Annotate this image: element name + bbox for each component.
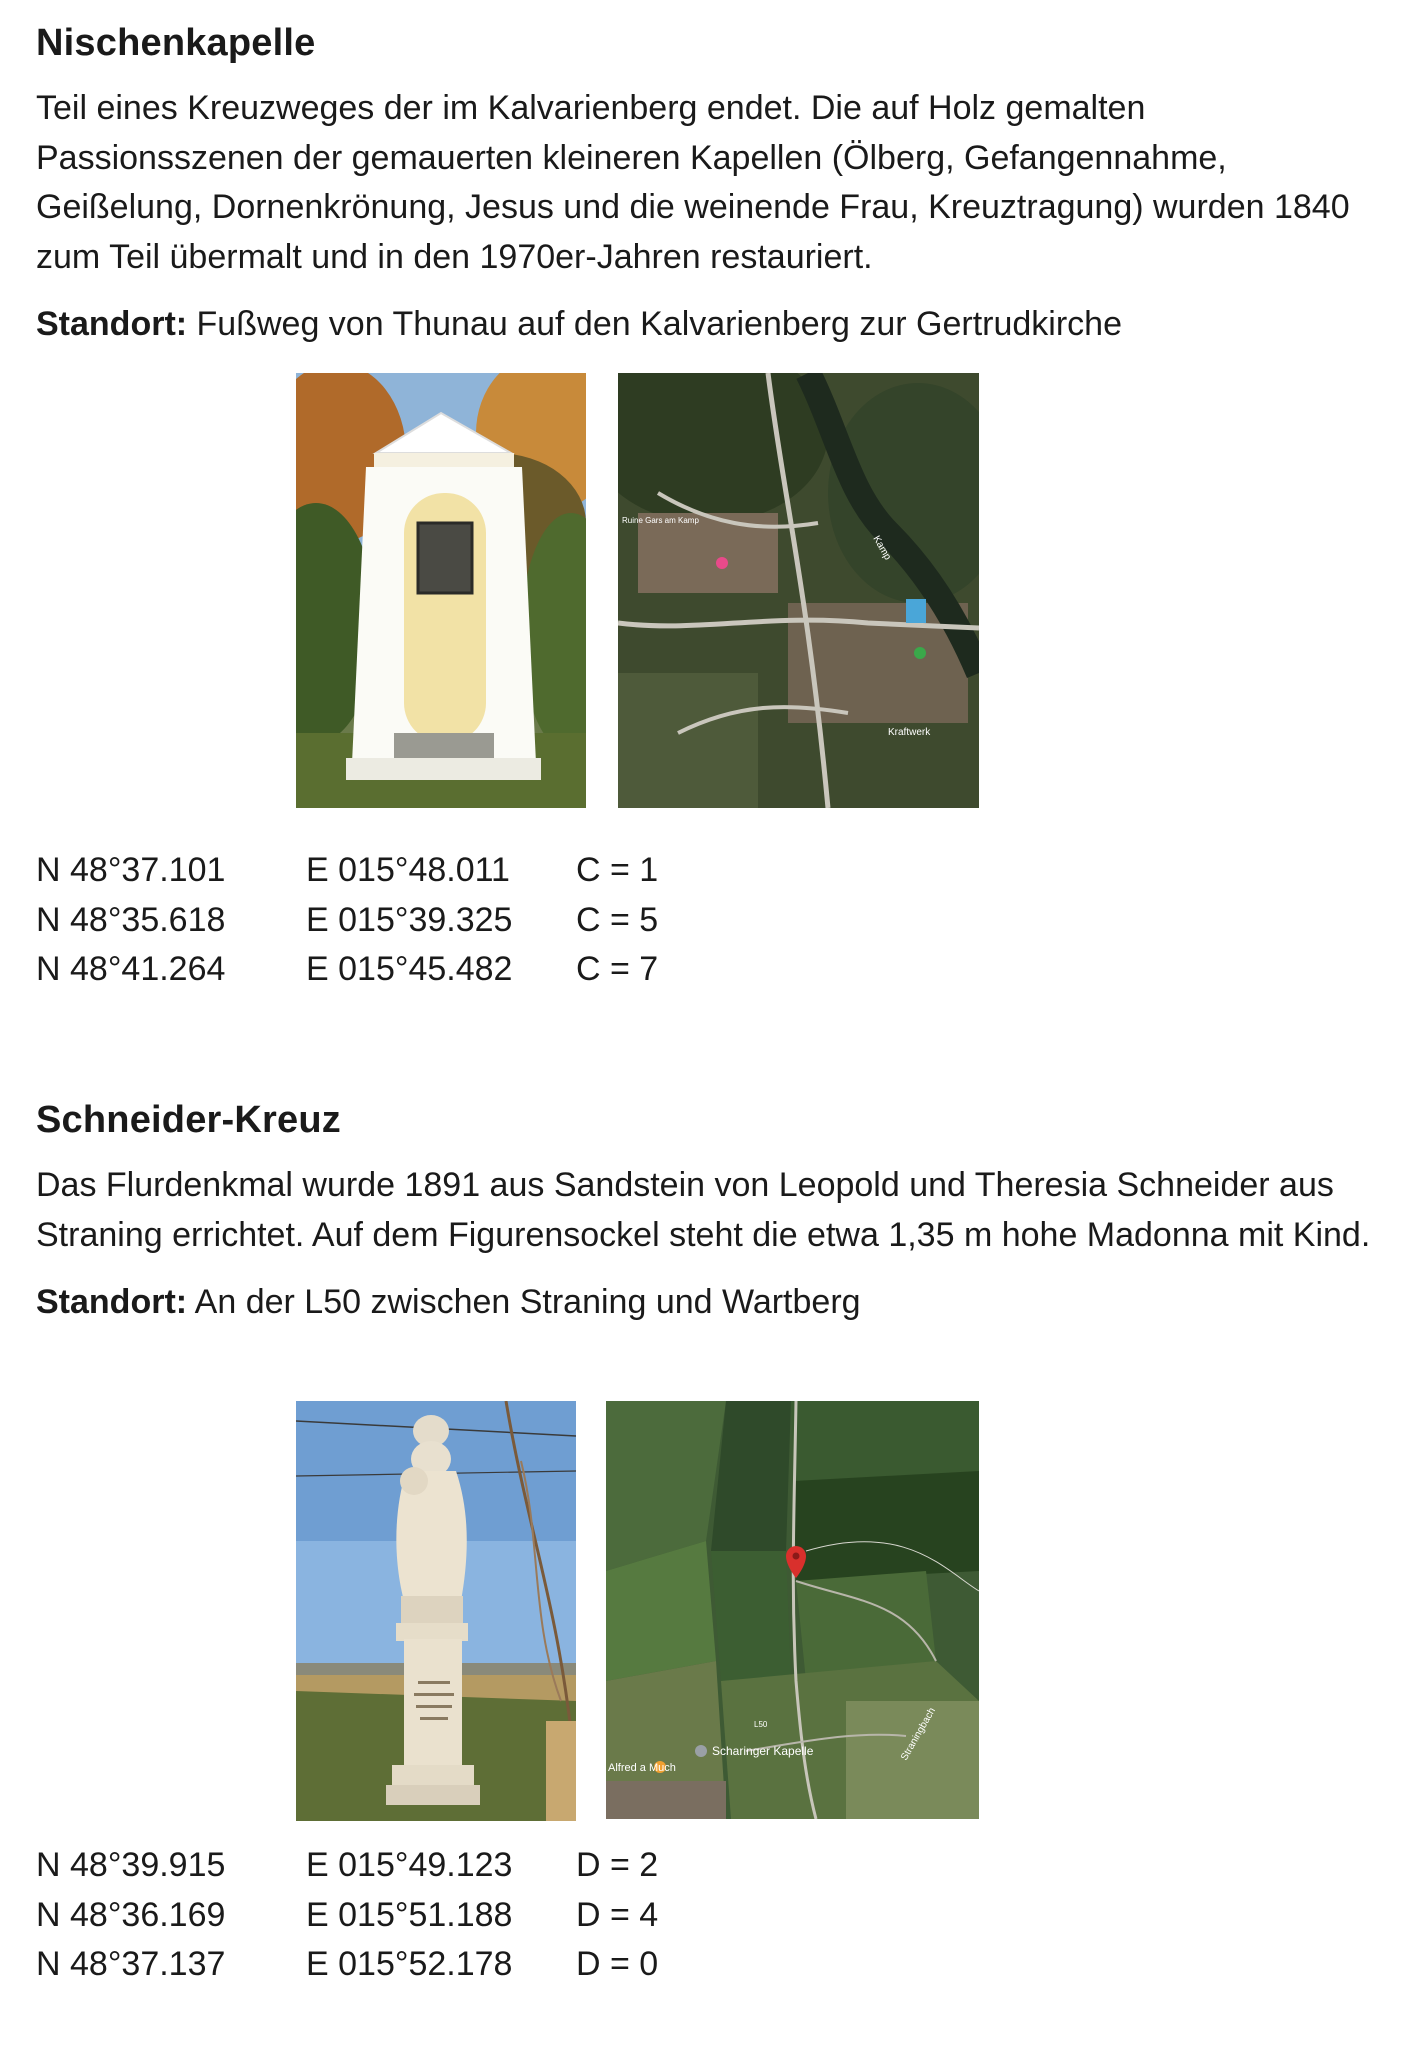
latitude: N 48°35.618 (36, 900, 226, 939)
longitude: E 015°52.178 (306, 1945, 513, 1983)
latitude: N 48°37.137 (36, 1945, 226, 1983)
chapel-photo (296, 373, 586, 808)
section-description: Teil eines Kreuzweges der im Kalvarienberg endet. Die auf Holz gemalten Passionsszenen der gemauerten kleineren Kapellen (Ölberg, Gefangennahme, Geißelung, Dornenkrönung, Jesus und die weinende Frau, Kreuztragung) wurden 1840 zum Teil übermalt und in den 1970er-Jahren restauriert. (36, 89, 1350, 276)
coordinates-block (36, 846, 736, 995)
coordinate-row (36, 1891, 736, 1941)
map-label: Straningbach (899, 1705, 939, 1763)
location-line (36, 1277, 1396, 1327)
map-label: Kamp (870, 534, 893, 563)
variable-value: D = 2 (576, 1846, 659, 1884)
coordinate-row (36, 896, 736, 946)
location-text: Fußweg von Thunau auf den Kalvarienberg zur Gertrudkirche (187, 305, 1122, 343)
coordinate-row (36, 945, 736, 995)
variable-value: D = 4 (576, 1895, 659, 1934)
coordinate-row (36, 846, 736, 896)
map-label: Kraftwerk (888, 727, 931, 738)
longitude: E 015°48.011 (306, 851, 510, 889)
section-title: Nischenkapelle (36, 22, 316, 64)
map-label: Alfred a Much (608, 1762, 676, 1774)
location-text: An der L50 zwischen Straning und Wartberg (187, 1283, 861, 1321)
map-image (606, 1401, 979, 1819)
statue-photo-image (296, 1401, 576, 1821)
map-label: Scharinger Kapelle (712, 1744, 814, 1758)
location-label: Standort: (36, 1283, 188, 1321)
longitude: E 015°49.123 (306, 1846, 513, 1884)
coordinate-row (36, 1841, 736, 1891)
location-label: Standort: (36, 305, 188, 343)
variable-value: D = 0 (576, 1945, 659, 1983)
coordinate-row (36, 1940, 736, 1990)
longitude: E 015°51.188 (306, 1895, 513, 1934)
coordinates-block (36, 1841, 736, 1990)
latitude: N 48°41.264 (36, 950, 226, 988)
variable-value: C = 7 (576, 950, 659, 988)
latitude: N 48°37.101 (36, 851, 226, 889)
variable-value: C = 1 (576, 851, 659, 889)
longitude: E 015°39.325 (306, 900, 513, 939)
longitude: E 015°45.482 (306, 950, 513, 988)
location-line (36, 299, 1396, 349)
map-image (618, 373, 979, 808)
map-label: L50 (754, 1720, 768, 1729)
section-nischenkapelle (36, 18, 1396, 988)
chapel-photo-image (296, 373, 586, 808)
latitude: N 48°36.169 (36, 1895, 226, 1934)
latitude: N 48°39.915 (36, 1846, 226, 1884)
map-label: Ruine Gars am Kamp (622, 516, 699, 525)
statue-photo (296, 1401, 576, 1821)
section-schneider-kreuz (36, 1095, 1396, 1983)
section-description: Das Flurdenkmal wurde 1891 aus Sandstein von Leopold und Theresia Schneider aus Straning errichtet. Auf dem Figurensockel steht die etwa 1,35 m hohe Madonna mit Kind. (36, 1166, 1371, 1254)
section-title: Schneider-Kreuz (36, 1099, 341, 1141)
variable-value: C = 5 (576, 900, 659, 939)
